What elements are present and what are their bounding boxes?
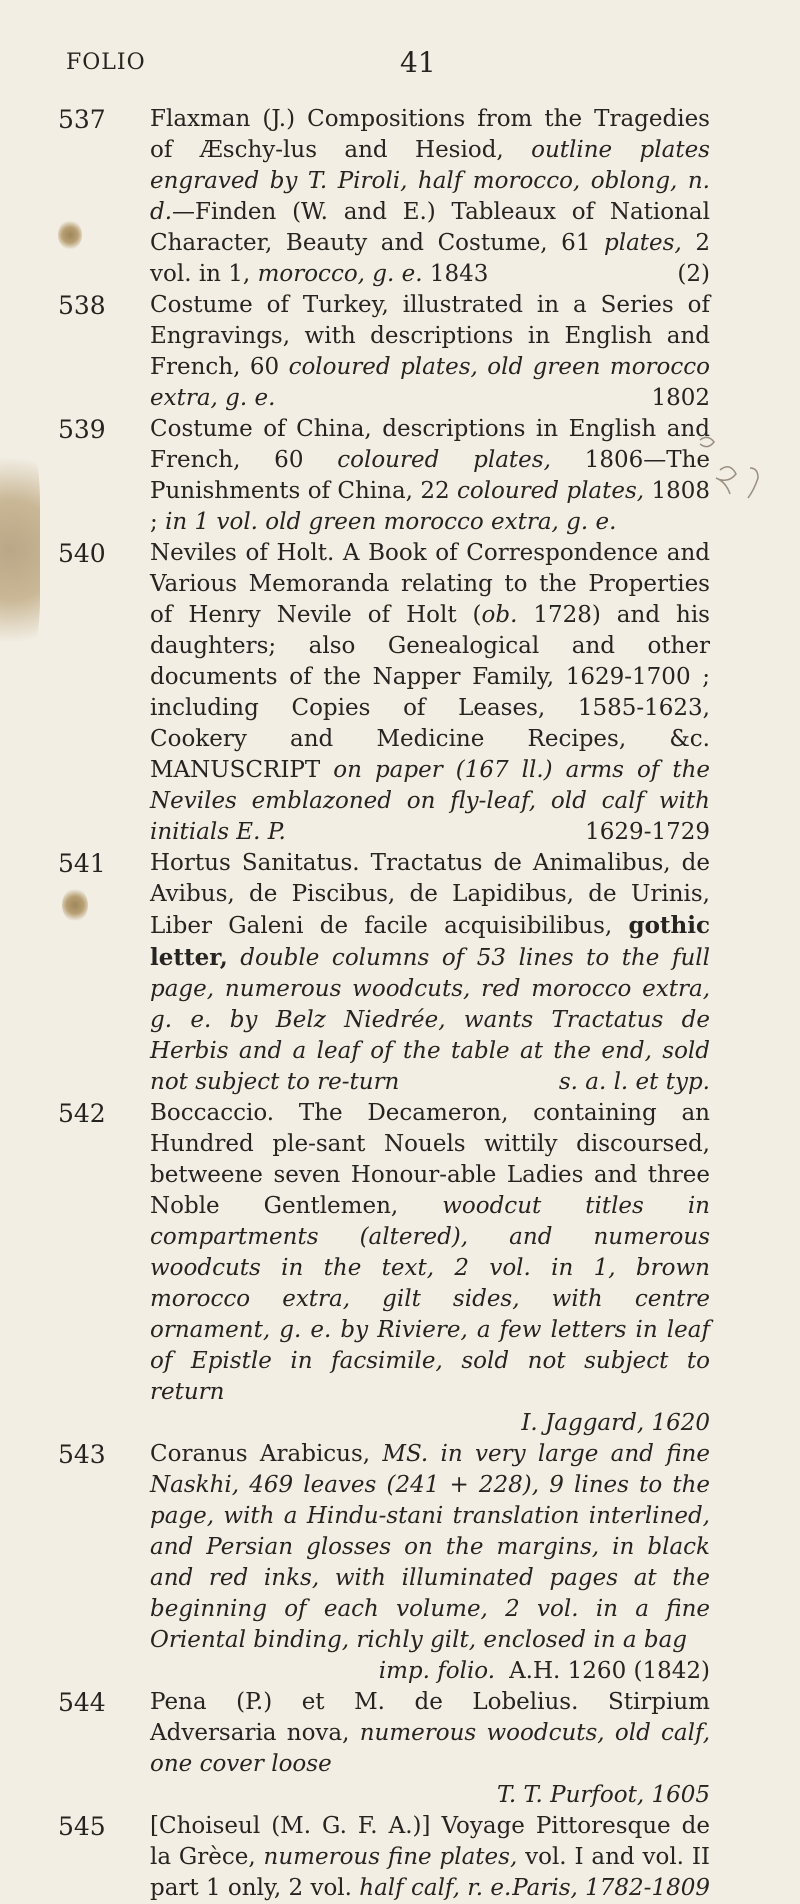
lot-number: 539 [58, 415, 106, 444]
catalogue-entry [58, 1098, 710, 1439]
lot-number: 540 [58, 539, 106, 568]
entry-text: Flaxman (J.) Compositions from the Tragedies of Æschy-lus and Hesiod, outline plates engraved by T. Piroli, half morocco, oblong, n. d.—Finden (W. and E.) Tableaux of National Character, Beauty and Costume, 61 plates, 2 vol. in 1, morocco, g. e. 1843 (2) [150, 104, 710, 290]
catalogue-entry [58, 1687, 710, 1811]
catalogue-entry [58, 104, 710, 290]
catalogue-entry [58, 1811, 710, 1904]
imprint: imp. folio. A.H. 1260 (1842) [378, 1658, 710, 1684]
page-number: 41 [400, 46, 436, 79]
lot-number: 545 [58, 1812, 106, 1841]
catalogue-entry [58, 290, 710, 414]
lot-number: 541 [58, 849, 106, 878]
catalogue-entry [58, 414, 710, 538]
entry-text: Hortus Sanitatus. Tractatus de Animalibus, de Avibus, de Piscibus, de Lapidibus, de Urinis, Liber Galeni de facile acquisibilibus, gothic letter, double columns of 53 lines to the full page, numerous woodcuts, red morocco extra, g. e. by Belz Niedrée, wants Tractatus de Herbis and a leaf of the table at the end, sold not subject to re-turn s. a. l. et typ. [150, 848, 710, 1098]
entry-text: Costume of Turkey, illustrated in a Series of Engravings, with descriptions in English and French, 60 coloured plates, old green morocco extra, g. e. 1802 [150, 290, 710, 414]
catalogue-entry [58, 1439, 710, 1687]
entry-text: [Choiseul (M. G. F. A.)] Voyage Pittoresque de la Grèce, numerous fine plates, vol. I and vol. II part 1 only, 2 vol. half calf, r. e. Paris, 1782-1809 [150, 1811, 710, 1904]
catalogue-entry [58, 848, 711, 1098]
lot-number: 543 [58, 1440, 106, 1469]
lot-number: 537 [58, 105, 106, 134]
lot-number: 544 [58, 1688, 106, 1717]
entry-list [0, 104, 800, 1904]
entry-text: Neviles of Holt. A Book of Correspondence and Various Memoranda relating to the Properties of Henry Nevile of Holt (ob. 1728) and his daughters; also Genealogical and other documents of the Napper Family, 1629-1700 ; including Copies of Leases, 1585-1623, Cookery and Medicine Recipes, &c. MANUSCRIPT on paper (167 ll.) arms of the Neviles emblazoned on fly-leaf, old calf with initials E. P. 1629-1729 [150, 538, 710, 848]
catalogue-entry [58, 538, 710, 848]
lot-number: 542 [58, 1099, 106, 1128]
lot-number: 538 [58, 291, 106, 320]
imprint: 1802 [651, 385, 710, 411]
imprint: s. a. l. et typ. [558, 1069, 710, 1095]
entry-text: Coranus Arabicus, MS. in very large and fine Naskhi, 469 leaves (241 + 228), 9 lines to the page, with a Hindu-stani translation interlined, and Persian glosses on the margins, in black and red inks, with illuminated pages at the beginning of each volume, 2 vol. in a fine Oriental binding, richly gilt, enclosed in a bag [150, 1441, 710, 1653]
imprint: 1629-1729 [585, 819, 710, 845]
imprint: (2) [677, 261, 710, 287]
running-head: FOLIO [66, 50, 146, 75]
entry-text: Boccaccio. The Decameron, containing an Hundred ple-sant Nouels wittily discoursed, betweene seven Honour-able Ladies and three Noble Gentlemen, woodcut titles in compartments (altered), and numerous woodcuts in the text, 2 vol. in 1, brown morocco extra, gilt sides, with centre ornament, g. e. by Riviere, a few letters in leaf of Epistle in facsimile, sold not subject to return [150, 1100, 710, 1405]
imprint: T. T. Purfoot, 1605 [496, 1782, 710, 1808]
entry-text: Costume of China, descriptions in English and French, 60 coloured plates, 1806—The Punishments of China, 22 coloured plates, 1808 ; in 1 vol. old green morocco extra, g. e. [150, 416, 710, 535]
entry-text: Pena (P.) et M. de Lobelius. Stirpium Adversaria nova, numerous woodcuts, old calf, one cover loose [150, 1689, 710, 1777]
page-header [0, 46, 800, 90]
imprint: I. Jaggard, 1620 [521, 1410, 710, 1436]
imprint: Paris, 1782-1809 [512, 1875, 710, 1901]
